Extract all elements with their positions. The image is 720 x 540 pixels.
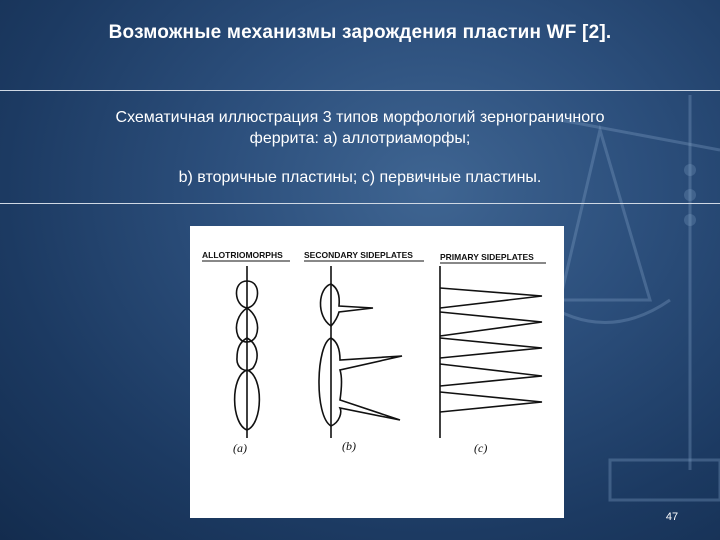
label-c: (c): [474, 441, 488, 455]
heading-primary-sideplates: PRIMARY SIDEPLATES: [440, 252, 534, 262]
label-a: (a): [233, 441, 247, 455]
heading-secondary-sideplates: SECONDARY SIDEPLATES: [304, 250, 413, 260]
morphology-figure: [190, 226, 564, 518]
slide-title: Возможные механизмы зарождения пластин WF [2].: [108, 22, 612, 43]
top-divider: [0, 90, 720, 91]
bottom-divider: [0, 203, 720, 204]
description-block: [20, 107, 700, 149]
primary-sideplate-shapes: [440, 288, 542, 412]
description-line-3: b) вторичные пластины; c) первичные пластины.: [178, 169, 542, 186]
label-b: (b): [342, 439, 356, 453]
description-line-1: Схематичная иллюстрация 3 типов морфологий зернограничного: [115, 109, 605, 126]
page-number: 47: [665, 511, 679, 523]
heading-allotriomorphs: ALLOTRIOMORPHS: [202, 250, 283, 260]
description-line-2: феррита: a) аллотриаморфы;: [249, 130, 471, 147]
